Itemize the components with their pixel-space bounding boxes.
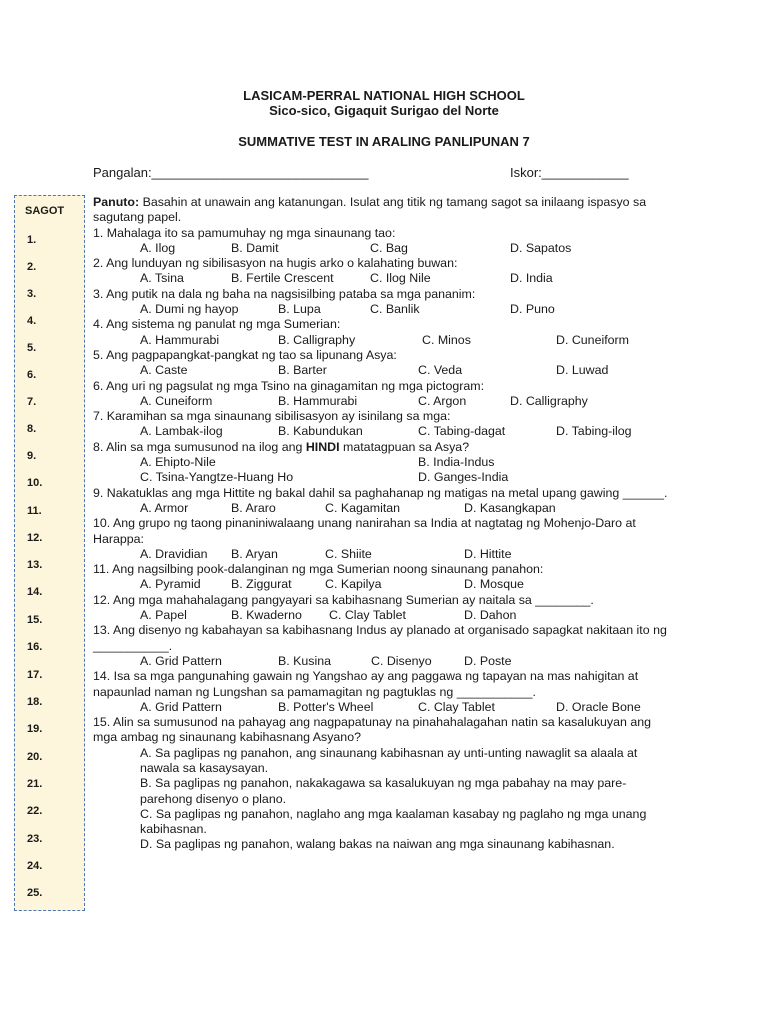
question-text: 3. Ang putik na dala ng baha na nagsisilbing pataba sa mga pananim: [93,286,476,301]
option[interactable]: C. Shiite [325,546,372,561]
answer-number[interactable]: 11. [27,505,42,517]
answer-number[interactable]: 18. [27,696,43,708]
answer-number[interactable]: 2. [27,261,37,273]
option[interactable]: B. Ziggurat [231,577,292,592]
option[interactable]: B. Araro [231,500,276,515]
answer-number[interactable]: 25. [27,887,43,899]
option[interactable]: B. Fertile Crescent [231,271,334,286]
option-row [93,577,673,592]
option[interactable]: A. Caste [140,363,188,378]
option-row [93,470,673,485]
option-row [93,501,673,516]
option[interactable]: C. Kapilya [325,577,382,592]
test-body [93,195,673,853]
option-row [93,394,673,409]
option[interactable]: D. Cuneiform [556,332,629,347]
question-text: 14. Isa sa mga pangunahing gawain ng Yangshao ay ang paggawa ng tapayan na mas nahigitan at napaunlad naman ng Lungshan sa pamamagitan ng pagtuklas ng ___________. [93,669,639,699]
option-row [93,700,673,715]
answer-number[interactable]: 22. [27,805,43,817]
option[interactable]: C. Banlik [370,302,420,317]
answer-number[interactable]: 24. [27,860,43,872]
question-text-part: matatagpuan sa Asya? [339,439,470,454]
answer-number[interactable]: 4. [27,315,37,327]
option-row [93,271,673,286]
option[interactable]: B. Calligraphy [278,332,356,347]
question-text-part: 8. Alin sa mga sumusunod na ilog ang [93,439,306,454]
instructions-label: Panuto: [93,195,140,209]
answer-number[interactable]: 6. [27,369,37,381]
option[interactable]: A. Tsina [140,271,184,286]
option[interactable]: D. Tabing-ilog [556,424,632,439]
question-text: 13. Ang disenyo ng kabahayan sa kabihasnang Indus ay planado at organisado sapagkat nakitaan ito ng ___________. [93,623,667,653]
option[interactable]: B. Barter [278,363,327,378]
option-row [93,302,673,317]
answer-number[interactable]: 20. [27,751,43,763]
option[interactable]: A. Dumi ng hayop [140,302,239,317]
option[interactable]: B. Aryan [231,546,278,561]
score-field[interactable]: Iskor:____________ [510,165,629,180]
school-address: Sico-sico, Gigaquit Surigao del Norte [269,103,499,118]
question-text: 5. Ang pagpapangkat-pangkat ng tao sa lipunang Asya: [93,347,397,362]
option[interactable]: B. Lupa [278,302,321,317]
answer-number[interactable]: 23. [27,833,43,845]
option[interactable]: D. Luwad [556,363,609,378]
option[interactable]: A. Cuneiform [140,393,213,408]
option[interactable]: B. Kusina [278,653,332,668]
answer-number[interactable]: 15. [27,614,43,626]
option-row [93,363,673,378]
option-row [93,654,673,669]
option[interactable]: C. Disenyo [371,653,432,668]
answer-number[interactable]: 16. [27,641,43,653]
question-text: 9. Nakatuklas ang mga Hittite ng bakal dahil sa paghahanap ng matigas na metal upang gawing ______. [93,485,668,500]
option[interactable]: C. Clay Tablet [418,699,495,714]
option[interactable]: B. Kwaderno [231,608,302,623]
school-name: LASICAM-PERRAL NATIONAL HIGH SCHOOL [243,88,525,103]
answer-number[interactable]: 8. [27,423,37,435]
option-row [93,455,673,470]
option[interactable]: B. Potter's Wheel [278,699,374,714]
option[interactable]: C. Clay Tablet [329,608,406,623]
option[interactable]: B. Damit [231,240,279,255]
answer-number[interactable]: 9. [27,450,37,462]
option-row [93,333,673,348]
option[interactable]: A. Lambak-ilog [140,424,223,439]
option[interactable]: A. Sa paglipas ng panahon, ang sinaunang kabihasnan ay unti-unting nawaglit sa alaala at nawala sa kasaysayan. [140,745,638,775]
instructions [93,195,673,226]
option[interactable]: B. Sa paglipas ng panahon, nakakagawa sa kasalukuyan ng mga pabahay na may pare-parehong disenyo o plano. [140,776,627,806]
option[interactable]: C. Ilog Nile [370,271,431,286]
test-title: SUMMATIVE TEST IN ARALING PANLIPUNAN 7 [238,134,530,149]
answer-box-title: SAGOT [25,205,65,217]
answer-number[interactable]: 14. [27,586,43,598]
option[interactable]: A. Papel [140,608,187,623]
question-text [93,440,673,455]
answer-number[interactable]: 19. [27,723,43,735]
question-text: 6. Ang uri ng pagsulat ng mga Tsino na ginagamitan ng mga pictogram: [93,378,485,393]
option[interactable]: A. Armor [140,500,189,515]
option[interactable]: D. Dahon [464,608,517,623]
option[interactable]: D. Kasangkapan [464,500,556,515]
option[interactable]: A. Pyramid [140,577,201,592]
option[interactable]: D. Oracle Bone [556,699,641,714]
option[interactable]: C. Tabing-dagat [418,424,506,439]
answer-number[interactable]: 10. [27,477,43,489]
option[interactable]: A. Hammurabi [140,332,220,347]
option[interactable]: D. Poste [464,653,512,668]
answer-number[interactable]: 7. [27,396,37,408]
option[interactable]: A. Ehipto-Nile [140,455,216,470]
answer-number[interactable]: 12. [27,532,43,544]
answer-number[interactable]: 5. [27,342,37,354]
instructions-text: Basahin at unawain ang katanungan. Isulat ang titik ng tamang sagot sa inilaang ispasyo sa sagutang papel. [93,195,647,225]
option[interactable]: A. Dravidian [140,546,208,561]
answer-number[interactable]: 13. [27,559,43,571]
option[interactable]: D. Mosque [464,577,524,592]
option[interactable]: C. Sa paglipas ng panahon, naglaho ang mga kaalaman kasabay ng paglaho ng mga unang kabihasnan. [140,806,647,837]
answer-box [14,195,85,911]
option[interactable]: D. Hittite [464,546,512,561]
option-row [93,547,673,562]
option[interactable]: D. India [510,271,553,286]
option[interactable]: D. Puno [510,302,555,317]
option[interactable]: D. Sapatos [510,240,572,255]
question-text: 11. Ang nagsilbing pook-dalanginan ng mga Sumerian noong sinaunang panahon: [93,562,544,577]
option[interactable]: C. Argon [418,393,467,408]
option[interactable]: C. Veda [418,363,463,378]
question-text: 7. Karamihan sa mga sinaunang sibilisasyon ay isinilang sa mga: [93,409,451,424]
option[interactable]: D. Calligraphy [510,393,588,408]
option[interactable]: A. Ilog [140,240,176,255]
option-row [93,241,673,256]
option[interactable]: A. Grid Pattern [140,699,222,714]
option-row [93,424,673,439]
option-row [93,608,673,623]
question-text: 15. Alin sa sumusunod na pahayag ang nagpapatunay na pinahahalagahan natin sa kasalukuyan ang mga ambag ng sinaunang kabihasnang Asyano? [93,715,652,745]
option[interactable]: B. Hammurabi [278,393,358,408]
question-text: 2. Ang lunduyan ng sibilisasyon na hugis arko o kalahating buwan: [93,256,458,271]
option[interactable]: A. Grid Pattern [140,653,222,668]
option[interactable]: D. Ganges-India [418,470,509,485]
option[interactable]: B. India-Indus [418,455,495,470]
option[interactable]: C. Bag [370,240,408,255]
question-text: 4. Ang sistema ng panulat ng mga Sumerian: [93,317,341,332]
question-text: 10. Ang grupo ng taong pinaniniwalaang unang nanirahan sa India at nagtatag ng Mohenjo-Daro at Harappa: [93,516,636,546]
name-field[interactable]: Pangalan:______________________________ [93,165,369,180]
answer-number[interactable]: 1. [27,234,37,246]
option[interactable]: B. Kabundukan [278,424,363,439]
question-text: 1. Mahalaga ito sa pamumuhay ng mga sinaunang tao: [93,225,396,240]
question-emphasis: HINDI [305,439,340,454]
option[interactable]: D. Sa paglipas ng panahon, walang bakas na naiwan ang mga sinaunang kabihasnan. [140,837,615,852]
question-text: 12. Ang mga mahahalagang pangyayari sa kabihasnang Sumerian ay naitala sa ________. [93,592,594,607]
option[interactable]: C. Minos [422,332,471,347]
answer-number[interactable]: 3. [27,288,37,300]
answer-number[interactable]: 17. [27,669,43,681]
answer-number[interactable]: 21. [27,778,43,790]
option[interactable]: C. Tsina-Yangtze-Huang Ho [140,470,294,485]
option[interactable]: C. Kagamitan [325,500,401,515]
